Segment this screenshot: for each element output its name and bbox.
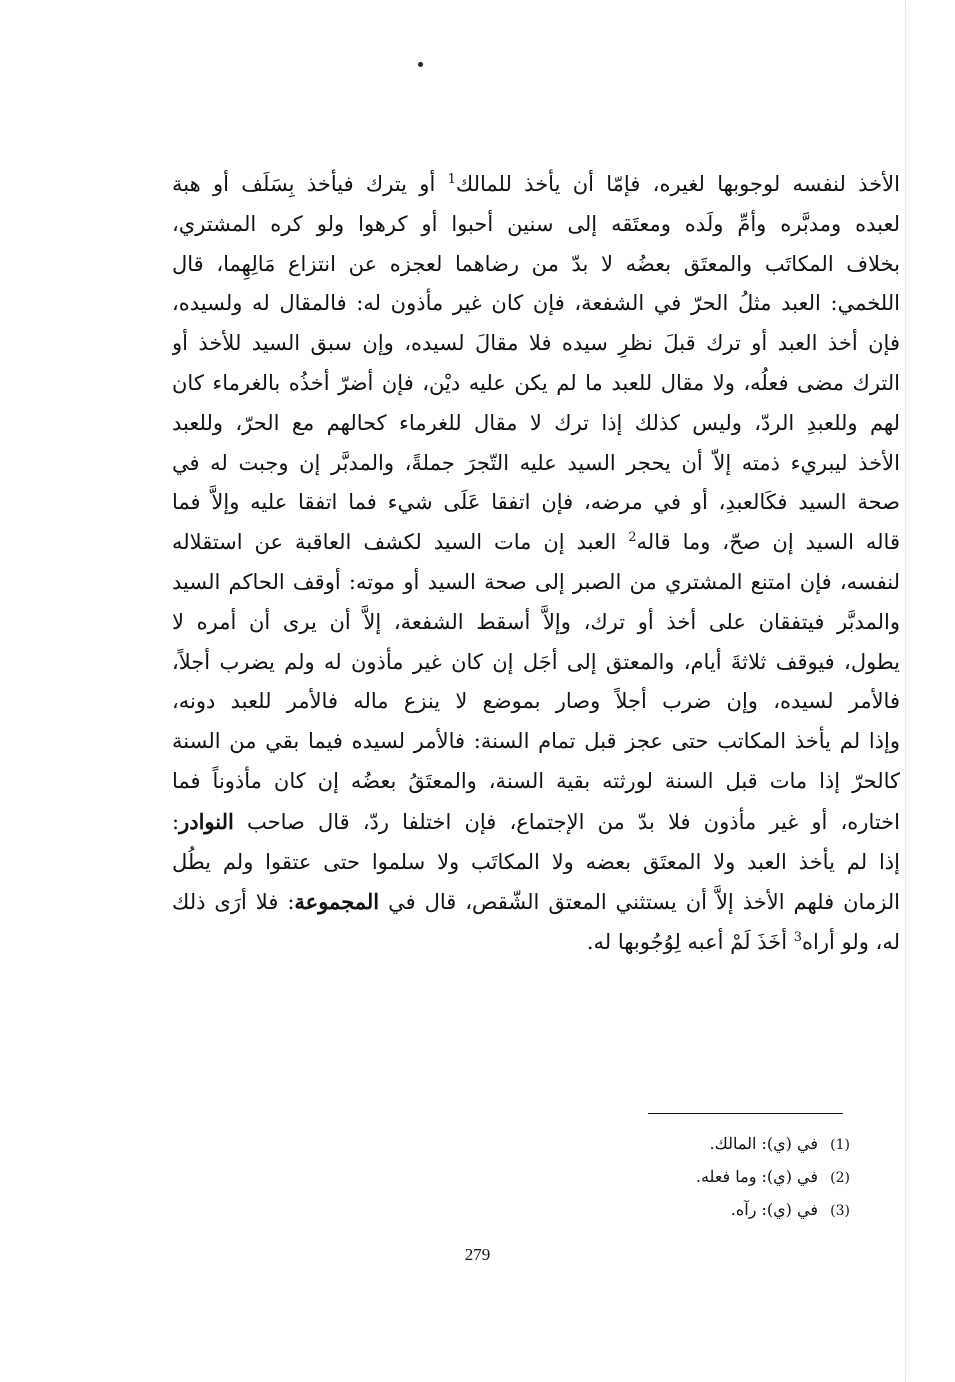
text-line [172,923,900,963]
footnote-item [560,1194,850,1227]
footnote-reference: 2 [628,530,637,546]
text-segment: اللخمي: العبد مثلُ الحرّ في الشفعة، فإن كان غير مأذون له: فالمقال له ولسيده، [172,291,900,316]
text-line [172,722,900,762]
book-title: النوادر [179,808,234,834]
text-line [172,165,900,205]
text-line [172,563,900,603]
text-segment: الزمان فلهم الأخذ إلاَّ أن يستثني المعتق الشّقص، قال في [379,890,900,915]
page-number: 279 [464,1245,491,1264]
text-segment: لعبده ومدبَّره وأمِّ ولَده ومعتَقه إلى سنين أحبوا أو كرهوا ولو كره المشتري، [172,211,900,236]
text-line [172,762,900,802]
text-segment: كالحرّ إذا مات قبل السنة لورثته بقية السنة، والمعتَقُ بعضُه إن كان مأذوناً فما [172,768,900,793]
text-line [172,523,900,563]
footnote-text: في (ي): رآه. [730,1200,818,1219]
text-segment: والمدبَّر فيتفقان على أخذ أو ترك، وإلاَّ أسقط الشفعة، إلاَّ أن يرى أن أمره لا [172,609,900,634]
text-segment: : فلا أرَى ذلك [172,890,295,915]
footnote-reference: 1 [447,172,456,187]
footnote-reference: 3 [793,930,802,946]
text-segment: الأخذ ليبريء ذمته إلاّ أن يحجر السيد عليه التّجرَ جملةً، والمدبَّر إن وجبت له في [172,450,900,475]
text-line [172,483,900,523]
text-segment: له، ولو أراه [802,930,900,955]
text-segment: أو يترك فيأخذ بِسَلَف أو هبة [172,172,448,196]
text-segment: فالأمر لسيده، وإن ضرب أجلاً وصار بموضع لا ينزع ماله فالأمر للعبد دونه، [172,689,900,714]
text-line [172,205,900,245]
text-segment: لهم وللعبدِ الردّ، وليس كذلك إذا ترك لا مقال للغرماء كحالهم مع الحرّ، وللعبد [172,410,900,435]
footnotes [560,1128,850,1227]
text-line [172,245,900,285]
main-text-body [172,165,900,963]
text-line [172,324,900,364]
footnote-text: في (ي): المالك. [709,1134,818,1153]
top-dot-mark [418,62,423,67]
text-segment: العبد إن مات السيد لكشف العاقبة عن استقلاله [172,530,629,555]
text-segment: إذا لم يأخذ العبد ولا المعتَق بعضه ولا المكاتَب ولا سلموا حتى عتقوا ولم يطُل [172,849,900,874]
text-line [172,444,900,484]
text-segment: قاله السيد إن صحّ، وما قاله [636,530,900,555]
footnote-item [560,1161,850,1194]
footnote-number: (1) [830,1137,850,1153]
text-line [172,284,900,324]
text-line [172,682,900,722]
text-segment: يطول، فيوقف ثلاثةَ أيام، والمعتق إلى أجَل إن كان غير مأذون له ولم يضرب أجلاً، [172,649,900,674]
text-segment: صحة السيد فكَالعبدِ، أو في مرضه، فإن اتفقا عَلَى شيء فما اتفقا عليه وإلاَّ فما [172,490,900,515]
text-segment: وإذا لم يأخذ المكاتب حتى عجز قبل تمام السنة: فالأمر لسيده فيما بقي من السنة [172,729,900,754]
footnote-number: (3) [830,1203,850,1219]
text-segment: لنفسه، فإن امتنع المشتري من الصبر إلى صحة السيد أو موته: أوقف الحاكم السيد [172,569,900,594]
text-line [172,802,900,843]
text-segment: بخلاف المكاتَب والمعتَق بعضُه لا بدّ من رضاهما لعجزه عن انتزاع مَالِهِما، قال [172,251,900,276]
footnote-separator [648,1113,843,1114]
text-line [172,843,900,883]
text-line [172,603,900,643]
page-edge-line [905,0,906,1382]
footnote-text: في (ي): وما فعله. [695,1167,818,1186]
text-line [172,882,900,923]
text-line [172,404,900,444]
text-line [172,643,900,683]
text-segment: فإن أخذ العبد أو ترك قبلَ نظرِ سيده فلا مقالَ لسيده، وإن سبق السيد للأخذ أو [172,331,900,356]
text-line [172,364,900,404]
text-segment: الترك مضى فعلُه، ولا مقال للعبد ما لم يكن عليه ديْن، فإن أضرّ أخذُه بالغرماء كان [172,370,900,395]
text-segment: أخَذَ لَمْ أعبه لِوُجُوبها له. [586,930,794,955]
book-title: المجموعة [294,889,380,915]
text-segment: اختاره، أو غير مأذون فلا بدّ من الإجتماع، فإن اختلفا ردّ، قال صاحب [233,809,900,834]
text-segment: : [172,809,180,834]
footnote-number: (2) [830,1170,850,1186]
footnote-item [560,1128,850,1161]
text-segment: الأخذ لنفسه لوجوبها لغيره، فإمّا أن يأخذ للمالك [455,172,900,196]
